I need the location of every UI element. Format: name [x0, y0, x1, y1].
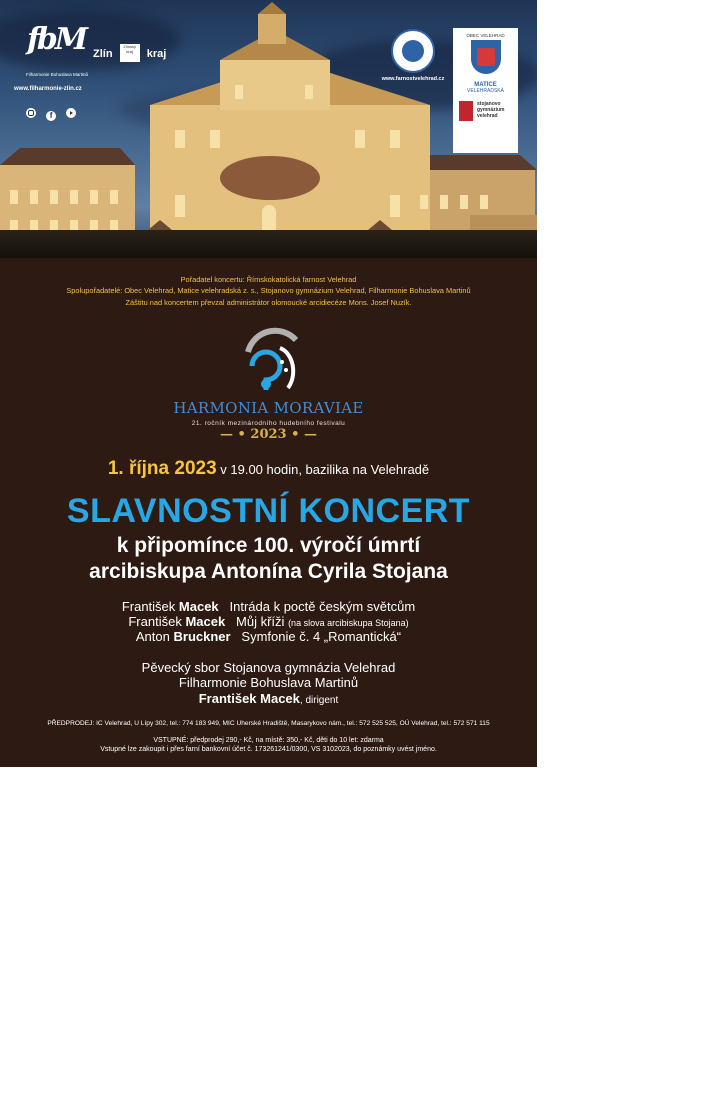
gym-line1: stojanovo: [477, 101, 501, 107]
bank-info: Vstupné lze zakoupit i přes farní bankovní účet č. 173261241/0300, VS 3102023, do poznámky uvést jméno.: [100, 746, 437, 753]
farnost-url[interactable]: www.farnostvelehrad.cz: [381, 76, 445, 82]
festival-year-value: 2023: [250, 427, 287, 442]
program-item: [0, 629, 537, 644]
gymnazium-logo: [459, 101, 518, 125]
program-item: [0, 614, 537, 629]
organizer-line: Pořadatel koncertu: Římskokatolická farnost Velehrad: [180, 275, 357, 284]
fbm-subtitle: Filharmonie Bohuslava Martinů: [25, 72, 89, 77]
social-icons: [26, 103, 76, 122]
program-item: [0, 599, 537, 614]
farnost-seal: [391, 29, 435, 73]
patronage-line: Záštitu nad koncertem převzal administrátor olomoucké arcidiecéze Mons. Josef Nuzík.: [125, 298, 412, 307]
composer-last-name: Bruckner: [173, 629, 231, 644]
velehrad-coat-of-arms: [471, 40, 501, 74]
facebook-icon[interactable]: f: [46, 111, 56, 121]
zlin-kraj-logo: [93, 42, 166, 62]
harmonia-moraviae-emblem: [230, 322, 310, 397]
performer-orchestra: Filharmonie Bohuslava Martinů: [178, 675, 359, 690]
festival-year: — • 2023 • —: [220, 427, 317, 442]
composer-last-name: Macek: [185, 614, 226, 629]
composer-first-name: Anton: [135, 629, 170, 644]
event-date-line: [0, 458, 537, 480]
gym-line2: gymnázium: [477, 107, 505, 113]
work-title: Můj kříži: [236, 614, 285, 629]
zlin-logo-right: kraj: [146, 48, 167, 60]
composer-first-name: František: [121, 599, 176, 614]
composer-last-name: Macek: [178, 599, 219, 614]
matice-line1: MATICE: [474, 82, 497, 88]
presale-info: PŘEDPRODEJ: IC Velehrad, U Lípy 302, tel.: 774 183 949, MIC Uherské Hradiště, Masarykovo nám., tel.: 572 525 525, OÚ Velehrad, tel.: 572 571 115: [47, 720, 490, 727]
matice-logo: [453, 82, 518, 94]
zlin-logo-left: Zlín: [93, 48, 113, 60]
conductor-role: , dirigent: [299, 695, 339, 706]
matice-line2: VELEHRADSKÁ: [467, 88, 504, 94]
work-title: Intráda k poctě českým světcům: [229, 599, 416, 614]
event-subtitle-1: k připomínce 100. výročí úmrtí: [116, 534, 421, 557]
partner-logos-panel: [453, 28, 518, 153]
conductor-name: František Macek: [198, 691, 300, 706]
youtube-icon[interactable]: [66, 108, 76, 118]
work-title: Symfonie č. 4 „Romantická“: [241, 629, 402, 644]
instagram-icon[interactable]: [26, 108, 36, 118]
performer-choir: Pěvecký sbor Stojanova gymnázia Velehrad: [141, 660, 396, 675]
work-note: (na slova arcibiskupa Stojana): [288, 618, 409, 628]
composer-first-name: František: [128, 614, 182, 629]
event-time-place: v 19.00 hodin, bazilika na Velehradě: [220, 462, 430, 477]
zlin-logo-box: Zlínský kraj: [120, 44, 140, 62]
admission-info: VSTUPNÉ: předprodej 290,- Kč, na místě: 350,- Kč, děti do 10 let: zdarma: [153, 737, 384, 744]
event-title: SLAVNOSTNÍ KONCERT: [66, 492, 471, 530]
fbm-logo: fbM: [26, 22, 86, 57]
gym-line3: velehrad: [477, 113, 498, 119]
performer-conductor: [0, 691, 537, 706]
velehrad-label: OBEC VELEHRAD: [466, 33, 505, 38]
event-subtitle-2: arcibiskupa Antonína Cyrila Stojana: [89, 560, 448, 583]
basilica-photo: [0, 0, 537, 258]
fbm-url[interactable]: www.filharmonie-zlin.cz: [14, 86, 82, 92]
co-organizers-line: Spolupořadatelé: Obec Velehrad, Matice velehradská z. s., Stojanovo gymnázium Velehrad, Filharmonie Bohuslava Martinů: [66, 286, 471, 295]
event-date: 1. října 2023: [107, 458, 217, 479]
festival-subtitle: 21. ročník mezinárodního hudebního festivalu: [191, 420, 346, 427]
festival-name: HARMONIA MORAVIAE: [173, 399, 364, 417]
